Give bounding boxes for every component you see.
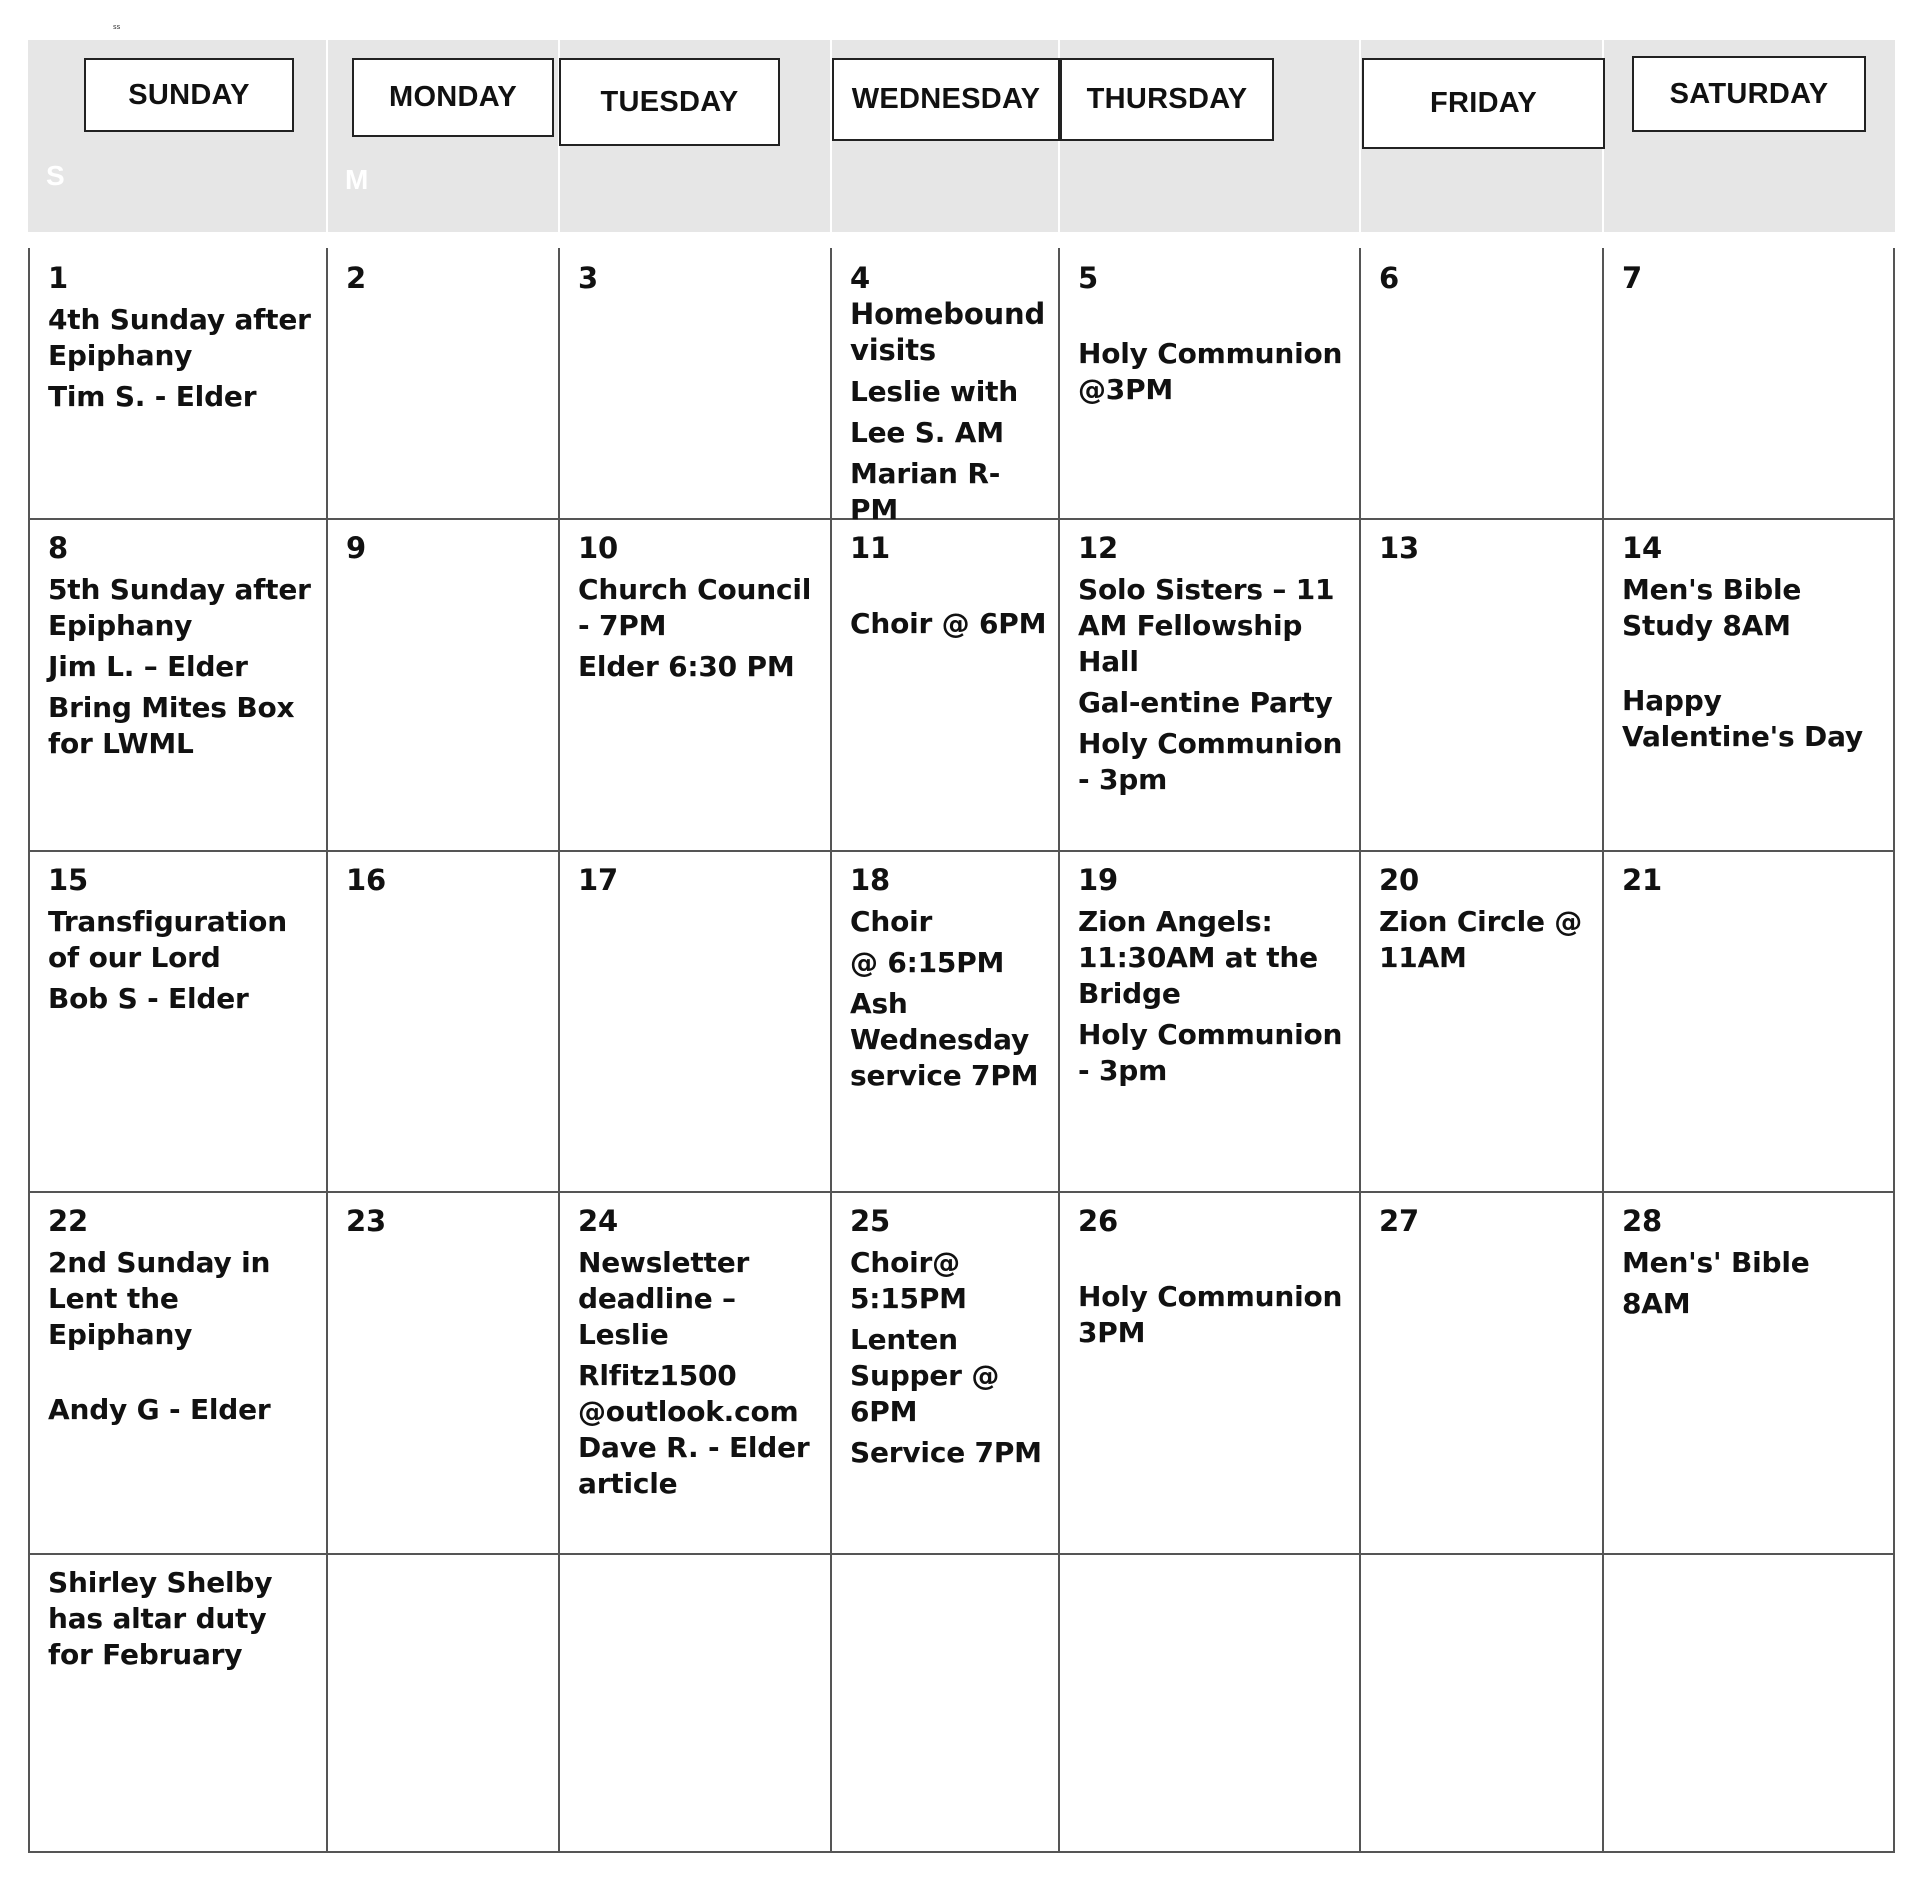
header-separator bbox=[1359, 40, 1361, 232]
calendar-day-cell bbox=[560, 1555, 830, 1853]
calendar-day-cell bbox=[1361, 1555, 1602, 1853]
calendar-day-cell bbox=[1060, 852, 1359, 1191]
header-thursday: THURSDAY bbox=[1060, 58, 1274, 141]
day-number: 17 bbox=[578, 863, 618, 897]
calendar-day-cell bbox=[1060, 1555, 1359, 1853]
event-text: Bob S - Elder bbox=[48, 982, 249, 1015]
calendar-day-cell bbox=[328, 520, 558, 850]
day-number: 16 bbox=[346, 863, 386, 897]
day-number: 13 bbox=[1379, 531, 1419, 565]
calendar-day-cell bbox=[1361, 1193, 1602, 1553]
event-text: Shirley Shelby has altar duty for February bbox=[48, 1566, 273, 1671]
event-text: Church Council - 7PM bbox=[578, 573, 812, 642]
day-number: 11 bbox=[850, 531, 890, 565]
calendar-day-cell bbox=[1604, 1555, 1895, 1853]
day-number: 28 bbox=[1622, 1204, 1662, 1238]
calendar-day-cell bbox=[832, 1193, 1058, 1553]
ghost-letter-m: M bbox=[345, 164, 369, 195]
calendar-day-cell bbox=[832, 520, 1058, 850]
calendar-day-cell bbox=[1361, 852, 1602, 1191]
day-number: 4 Homebound visits bbox=[850, 261, 1046, 367]
calendar-day-cell bbox=[560, 520, 830, 850]
header-tuesday: TUESDAY bbox=[559, 58, 780, 146]
calendar-day-cell bbox=[560, 1193, 830, 1553]
calendar-day-cell bbox=[1060, 1193, 1359, 1553]
event-text: Choir@ 5:15PM bbox=[850, 1246, 967, 1315]
event-text: Ash Wednesday service 7PM bbox=[850, 987, 1039, 1092]
event-text: Lee S. AM bbox=[850, 416, 1004, 449]
event-text: Choir bbox=[850, 905, 933, 938]
calendar-day-cell bbox=[560, 852, 830, 1191]
event-text: Lenten Supper @ 6PM bbox=[850, 1323, 1000, 1428]
calendar-day-cell bbox=[832, 1555, 1058, 1853]
calendar-day-cell bbox=[1361, 520, 1602, 850]
day-number: 6 bbox=[1379, 261, 1399, 295]
day-number: 15 bbox=[48, 863, 88, 897]
event-text: Holy Communion - 3pm bbox=[1078, 1018, 1343, 1087]
event-text: Bring Mites Box for LWML bbox=[48, 691, 295, 760]
spacer bbox=[48, 1358, 318, 1392]
event-text: Marian R- PM bbox=[850, 457, 1001, 526]
header-monday: MONDAY bbox=[352, 58, 554, 137]
calendar-day-cell bbox=[30, 1555, 326, 1853]
event-text: Rlfitz1500 @outlook.com Dave R. - Elder article bbox=[578, 1359, 810, 1500]
day-number: 27 bbox=[1379, 1204, 1419, 1238]
day-number: 1 bbox=[48, 261, 68, 295]
calendar-day-cell bbox=[832, 852, 1058, 1191]
ghost-letter-s: S bbox=[46, 160, 65, 191]
event-text: Zion Circle @ 11AM bbox=[1379, 905, 1583, 974]
spacer bbox=[1622, 649, 1887, 683]
event-text: Tim S. - Elder bbox=[48, 380, 257, 413]
day-number: 20 bbox=[1379, 863, 1419, 897]
calendar-day-cell bbox=[1604, 1193, 1895, 1553]
day-number: 25 bbox=[850, 1204, 890, 1238]
event-text: Happy Valentine's Day bbox=[1622, 684, 1863, 753]
calendar-day-cell bbox=[1060, 520, 1359, 850]
event-text: 4th Sunday after Epiphany bbox=[48, 303, 311, 372]
day-number: 19 bbox=[1078, 863, 1118, 897]
event-text: Men's Bible Study 8AM bbox=[1622, 573, 1802, 642]
calendar-day-cell bbox=[1604, 852, 1895, 1191]
event-text: Gal-entine Party bbox=[1078, 686, 1333, 719]
day-number: 22 bbox=[48, 1204, 88, 1238]
calendar-day-cell bbox=[328, 852, 558, 1191]
day-number: 8 bbox=[48, 531, 68, 565]
event-text: Holy Communion @3PM bbox=[1078, 337, 1343, 406]
day-number: 9 bbox=[346, 531, 366, 565]
event-text: 5th Sunday after Epiphany bbox=[48, 573, 311, 642]
calendar-day-cell bbox=[328, 1555, 558, 1853]
calendar-day-cell bbox=[1361, 250, 1602, 518]
calendar-day-cell bbox=[328, 1193, 558, 1553]
event-text: @ 6:15PM bbox=[850, 946, 1005, 979]
event-text: Choir @ 6PM bbox=[850, 607, 1047, 640]
header-sunday: SUNDAY bbox=[84, 58, 294, 132]
calendar-day-cell bbox=[560, 250, 830, 518]
weekday-header bbox=[28, 40, 1895, 232]
event-text: Solo Sisters – 11 AM Fellowship Hall bbox=[1078, 573, 1335, 678]
event-text: Andy G - Elder bbox=[48, 1393, 271, 1426]
day-number: 7 bbox=[1622, 261, 1642, 295]
day-number: 12 bbox=[1078, 531, 1118, 565]
header-wednesday: WEDNESDAY bbox=[832, 58, 1060, 141]
day-number: 5 bbox=[1078, 261, 1098, 295]
page-mark: ss bbox=[113, 23, 121, 31]
event-text: Holy Communion - 3pm bbox=[1078, 727, 1343, 796]
event-text: Service 7PM bbox=[850, 1436, 1042, 1469]
event-text: Leslie with bbox=[850, 375, 1019, 408]
calendar-day-cell bbox=[30, 520, 326, 850]
event-text: 8AM bbox=[1622, 1287, 1691, 1320]
day-number: 14 bbox=[1622, 531, 1662, 565]
day-number: 24 bbox=[578, 1204, 618, 1238]
event-text: Transfiguration of our Lord bbox=[48, 905, 287, 974]
spacer bbox=[1078, 302, 1351, 336]
event-text: 2nd Sunday in Lent the Epiphany bbox=[48, 1246, 271, 1351]
calendar-day-cell bbox=[1604, 250, 1895, 518]
day-number: 18 bbox=[850, 863, 890, 897]
calendar-day-cell bbox=[30, 1193, 326, 1553]
event-text: Men's' Bible bbox=[1622, 1246, 1810, 1279]
calendar-day-cell bbox=[328, 250, 558, 518]
day-number: 21 bbox=[1622, 863, 1662, 897]
event-text: Holy Communion 3PM bbox=[1078, 1280, 1343, 1349]
day-number: 23 bbox=[346, 1204, 386, 1238]
calendar-day-cell bbox=[832, 250, 1058, 526]
event-text: Jim L. – Elder bbox=[48, 650, 248, 683]
calendar-day-cell bbox=[1060, 250, 1359, 518]
header-separator bbox=[326, 40, 328, 232]
day-number: 26 bbox=[1078, 1204, 1118, 1238]
day-number: 3 bbox=[578, 261, 598, 295]
day-number: 10 bbox=[578, 531, 618, 565]
spacer bbox=[850, 572, 1050, 606]
calendar-day-cell bbox=[1604, 520, 1895, 850]
day-number: 2 bbox=[346, 261, 366, 295]
calendar-grid bbox=[28, 248, 1895, 1853]
event-text: Zion Angels: 11:30AM at the Bridge bbox=[1078, 905, 1318, 1010]
header-friday: FRIDAY bbox=[1362, 58, 1605, 149]
calendar-day-cell bbox=[30, 852, 326, 1191]
header-saturday: SATURDAY bbox=[1632, 56, 1866, 132]
calendar-day-cell bbox=[30, 250, 326, 518]
event-text: Elder 6:30 PM bbox=[578, 650, 795, 683]
spacer bbox=[1078, 1245, 1351, 1279]
event-text: Newsletter deadline – Leslie bbox=[578, 1246, 750, 1351]
